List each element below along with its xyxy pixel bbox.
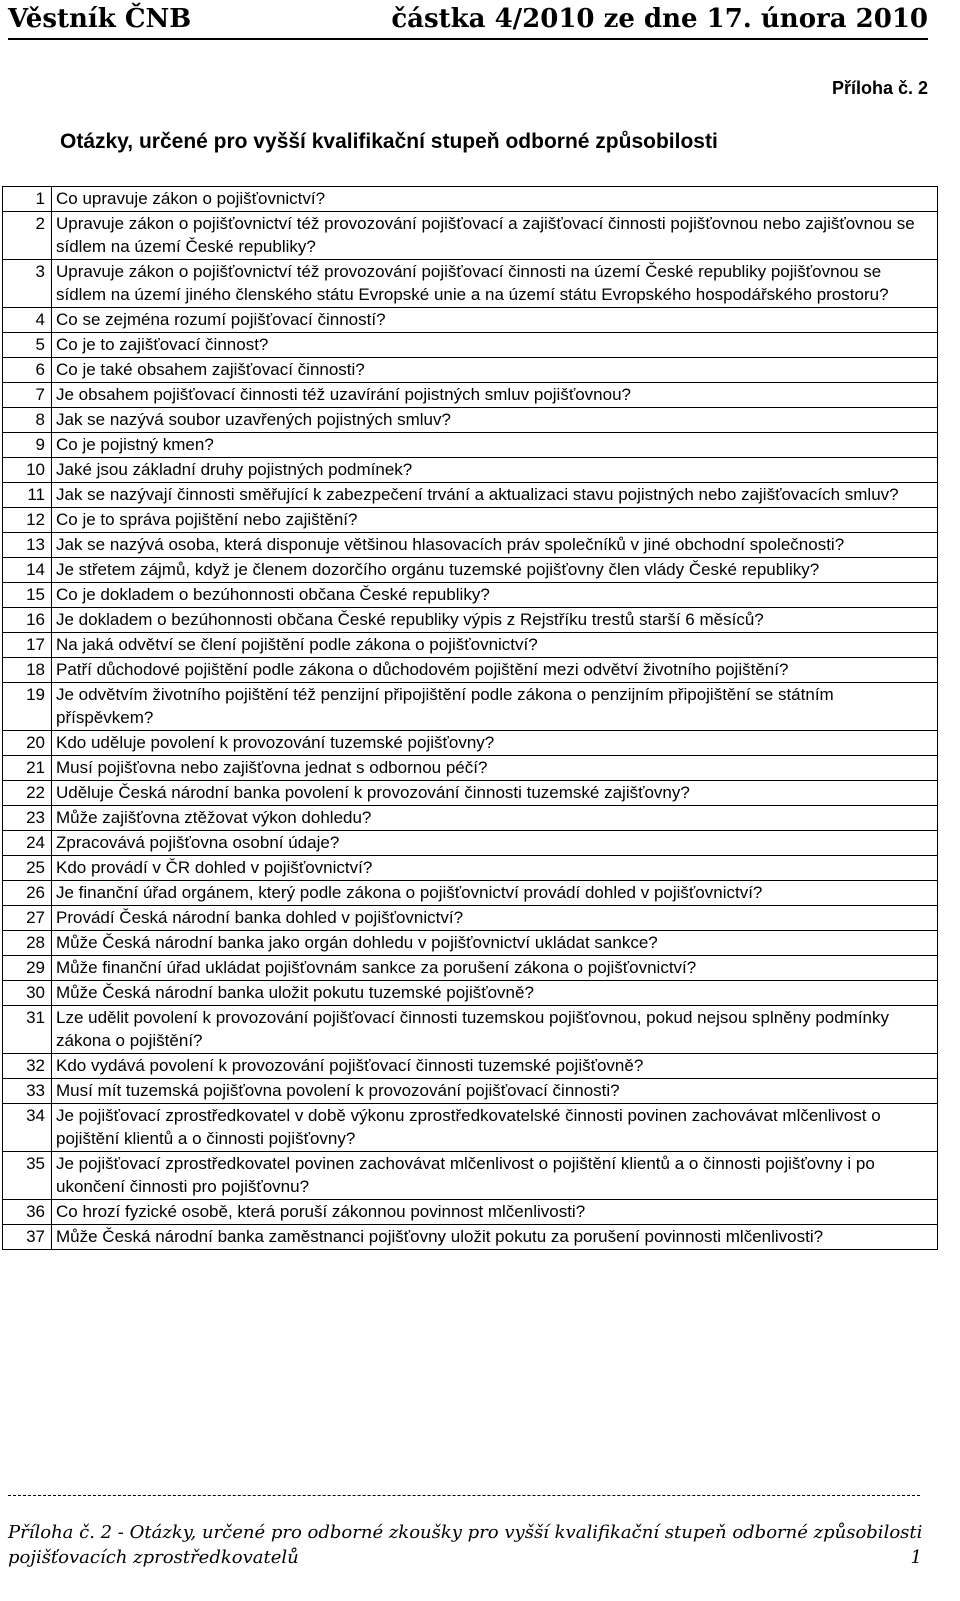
question-number: 36 (3, 1200, 52, 1225)
question-text: Je finanční úřad orgánem, který podle zákona o pojišťovnictví provádí dohled v pojišťovnictví? (52, 881, 938, 906)
question-text: Co je také obsahem zajišťovací činnosti? (52, 358, 938, 383)
journal-name: Věstník ČNB (8, 4, 192, 34)
question-number: 23 (3, 806, 52, 831)
question-row (3, 731, 938, 756)
question-text: Může Česká národní banka jako orgán dohledu v pojišťovnictví ukládat sankce? (52, 931, 938, 956)
annex-label: Příloha č. 2 (831, 78, 928, 98)
question-row (3, 583, 938, 608)
question-row (3, 906, 938, 931)
question-row (3, 1006, 938, 1054)
question-text: Na jaká odvětví se člení pojištění podle zákona o pojišťovnictví? (52, 633, 938, 658)
question-number: 16 (3, 608, 52, 633)
question-text: Je střetem zájmů, když je členem dozorčího orgánu tuzemské pojišťovny člen vlády České republiky? (52, 558, 938, 583)
question-number: 35 (3, 1152, 52, 1200)
question-number: 25 (3, 856, 52, 881)
question-row (3, 1225, 938, 1250)
question-text: Kdo uděluje povolení k provozování tuzemské pojišťovny? (52, 731, 938, 756)
question-row (3, 333, 938, 358)
page-header (8, 4, 928, 40)
question-number: 3 (3, 260, 52, 308)
question-text: Patří důchodové pojištění podle zákona o důchodovém pojištění mezi odvětví životního pojištění? (52, 658, 938, 683)
question-row (3, 187, 938, 212)
question-text: Co upravuje zákon o pojišťovnictví? (52, 187, 938, 212)
question-row (3, 433, 938, 458)
questions-table-body (3, 187, 938, 1250)
question-text: Je odvětvím životního pojištění též penzijní připojištění podle zákona o penzijním připojištění se státním příspěvkem? (52, 683, 938, 731)
question-number: 9 (3, 433, 52, 458)
question-row (3, 308, 938, 333)
question-text: Upravuje zákon o pojišťovnictví též provozování pojišťovací činnosti na území České republiky pojišťovnou se sídlem na území jiného členského státu Evropské unie a na území státu Evropského hospodářského prostoru? (52, 260, 938, 308)
question-number: 7 (3, 383, 52, 408)
question-text: Uděluje Česká národní banka povolení k provozování činnosti tuzemské zajišťovny? (52, 781, 938, 806)
question-number: 11 (3, 483, 52, 508)
question-text: Provádí Česká národní banka dohled v pojišťovnictví? (52, 906, 938, 931)
question-number: 21 (3, 756, 52, 781)
question-number: 2 (3, 212, 52, 260)
question-number: 10 (3, 458, 52, 483)
question-number: 31 (3, 1006, 52, 1054)
question-text: Kdo provádí v ČR dohled v pojišťovnictví? (52, 856, 938, 881)
question-number: 27 (3, 906, 52, 931)
question-row (3, 806, 938, 831)
question-text: Jaké jsou základní druhy pojistných podmínek? (52, 458, 938, 483)
question-text: Upravuje zákon o pojišťovnictví též provozování pojišťovací a zajišťovací činnosti pojišťovnou nebo zajišťovnou se sídlem na území České republiky? (52, 212, 938, 260)
question-number: 24 (3, 831, 52, 856)
question-row (3, 260, 938, 308)
question-text: Může Česká národní banka uložit pokutu tuzemské pojišťovně? (52, 981, 938, 1006)
question-row (3, 483, 938, 508)
question-row (3, 558, 938, 583)
question-text: Co se zejména rozumí pojišťovací činností? (52, 308, 938, 333)
question-row (3, 1152, 938, 1200)
question-number: 30 (3, 981, 52, 1006)
questions-table (2, 186, 938, 1250)
question-row (3, 1200, 938, 1225)
question-number: 37 (3, 1225, 52, 1250)
question-row (3, 831, 938, 856)
question-number: 18 (3, 658, 52, 683)
question-number: 6 (3, 358, 52, 383)
question-number: 22 (3, 781, 52, 806)
document-title: Otázky, určené pro vyšší kvalifikační stupeň odborné způsobilosti (60, 130, 718, 153)
question-text: Je pojišťovací zprostředkovatel v době výkonu zprostředkovatelské činnosti povinen zachovávat mlčenlivost o pojištění klientů a o činnosti pojišťovny? (52, 1104, 938, 1152)
question-number: 28 (3, 931, 52, 956)
question-row (3, 383, 938, 408)
question-number: 20 (3, 731, 52, 756)
question-row (3, 756, 938, 781)
question-row (3, 658, 938, 683)
question-row (3, 683, 938, 731)
question-row (3, 1054, 938, 1079)
page-footer (8, 1520, 928, 1570)
question-row (3, 508, 938, 533)
question-text: Je dokladem o bezúhonnosti občana České republiky výpis z Rejstříku trestů starší 6 měsíců? (52, 608, 938, 633)
question-row (3, 533, 938, 558)
question-row (3, 856, 938, 881)
question-text: Co je pojistný kmen? (52, 433, 938, 458)
question-row (3, 458, 938, 483)
question-number: 15 (3, 583, 52, 608)
question-number: 19 (3, 683, 52, 731)
question-text: Co je to správa pojištění nebo zajištění? (52, 508, 938, 533)
question-row (3, 931, 938, 956)
question-text: Jak se nazývá soubor uzavřených pojistných smluv? (52, 408, 938, 433)
question-number: 1 (3, 187, 52, 212)
question-row (3, 981, 938, 1006)
question-text: Musí mít tuzemská pojišťovna povolení k provozování pojišťovací činnosti? (52, 1079, 938, 1104)
question-text: Je pojišťovací zprostředkovatel povinen zachovávat mlčenlivost o pojištění klientů a o činnosti pojišťovny i po ukončení činnosti pro pojišťovnu? (52, 1152, 938, 1200)
question-number: 26 (3, 881, 52, 906)
question-row (3, 212, 938, 260)
question-text: Je obsahem pojišťovací činnosti též uzavírání pojistných smluv pojišťovnou? (52, 383, 938, 408)
question-text: Jak se nazývají činnosti směřující k zabezpečení trvání a aktualizaci stavu pojistných nebo zajišťovacích smluv? (52, 483, 938, 508)
question-text: Co hrozí fyzické osobě, která poruší zákonnou povinnost mlčenlivosti? (52, 1200, 938, 1225)
question-number: 5 (3, 333, 52, 358)
question-number: 8 (3, 408, 52, 433)
question-row (3, 633, 938, 658)
question-number: 13 (3, 533, 52, 558)
question-number: 12 (3, 508, 52, 533)
issue-info: částka 4/2010 ze dne 17. února 2010 (391, 4, 928, 34)
question-number: 17 (3, 633, 52, 658)
question-text: Co je dokladem o bezúhonnosti občana České republiky? (52, 583, 938, 608)
question-row (3, 608, 938, 633)
question-text: Lze udělit povolení k provozování pojišťovací činnosti tuzemskou pojišťovnou, pokud nejsou splněny podmínky zákona o pojištění? (52, 1006, 938, 1054)
question-row (3, 781, 938, 806)
question-number: 29 (3, 956, 52, 981)
footer-text: Příloha č. 2 - Otázky, určené pro odborné zkoušky pro vyšší kvalifikační stupeň odborné způsobilosti pojišťovacích zprostředkovatelů (8, 1522, 923, 1568)
question-row (3, 1104, 938, 1152)
question-number: 33 (3, 1079, 52, 1104)
question-row (3, 881, 938, 906)
question-row (3, 408, 938, 433)
question-text: Jak se nazývá osoba, která disponuje většinou hlasovacích práv společníků v jiné obchodní společnosti? (52, 533, 938, 558)
question-number: 14 (3, 558, 52, 583)
question-row (3, 1079, 938, 1104)
question-row (3, 358, 938, 383)
question-text: Může zajišťovna ztěžovat výkon dohledu? (52, 806, 938, 831)
footer-separator (8, 1495, 920, 1496)
question-text: Co je to zajišťovací činnost? (52, 333, 938, 358)
question-number: 4 (3, 308, 52, 333)
question-text: Kdo vydává povolení k provozování pojišťovací činnosti tuzemské pojišťovně? (52, 1054, 938, 1079)
question-number: 32 (3, 1054, 52, 1079)
question-text: Zpracovává pojišťovna osobní údaje? (52, 831, 938, 856)
question-text: Může finanční úřad ukládat pojišťovnám sankce za porušení zákona o pojišťovnictví? (52, 956, 938, 981)
question-row (3, 956, 938, 981)
page-number: 1 (910, 1547, 922, 1568)
question-text: Může Česká národní banka zaměstnanci pojišťovny uložit pokutu za porušení povinnosti mlčenlivosti? (52, 1225, 938, 1250)
question-number: 34 (3, 1104, 52, 1152)
question-text: Musí pojišťovna nebo zajišťovna jednat s odbornou péčí? (52, 756, 938, 781)
